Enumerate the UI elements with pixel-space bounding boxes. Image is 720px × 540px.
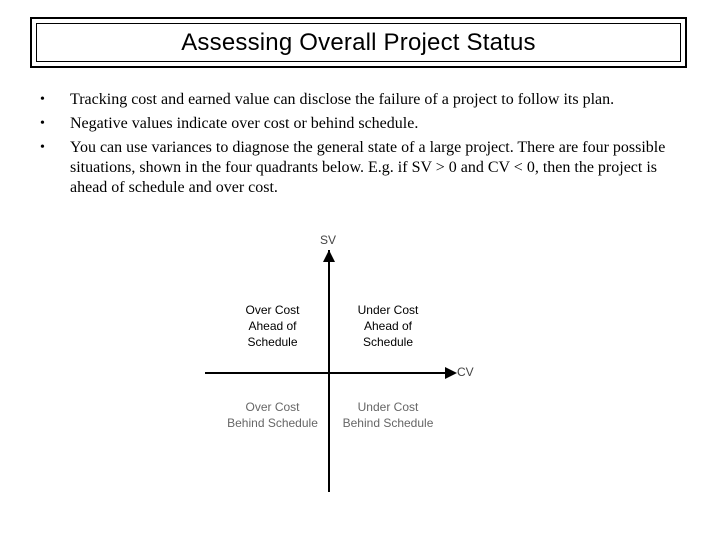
quadrant-top-right [343,302,433,350]
quadrant-diagram [195,225,495,495]
bullet-text: You can use variances to diagnose the general state of a large project. There are four possible situations, shown in the four quadrants below. E.g. if SV > 0 and CV < 0, then the project is ahead of schedule and over cost. [70,139,666,196]
title-box [30,17,687,68]
bullet-text: Negative values indicate over cost or behind schedule. [70,115,419,132]
quadrant-line: Schedule [362,335,414,349]
quadrant-bottom-right [333,399,443,431]
quadrant-bottom-left [220,399,325,431]
y-axis-label: SV [320,233,337,247]
bullet-item [40,90,680,110]
bullet-item [40,114,680,134]
quadrant-line: Ahead of [248,319,297,333]
quadrant-top-left [230,302,315,350]
x-axis-arrow [445,367,457,379]
quadrant-line: Ahead of [363,319,413,333]
y-axis-line [328,250,330,492]
bullet-list [40,90,680,202]
x-axis-line [205,372,455,374]
slide-title: Assessing Overall Project Status [181,28,536,56]
bullet-dot: • [40,140,45,155]
quadrant-line: Behind Schedule [227,416,318,430]
bullet-text: Tracking cost and earned value can disclose the failure of a project to follow its plan. [70,91,615,108]
bullet-dot: • [40,116,45,131]
quadrant-line: Under Cost [357,400,419,414]
quadrant-line: Under Cost [357,303,419,317]
x-axis-label: CV [457,365,474,379]
bullet-dot: • [40,92,45,107]
quadrant-line: Schedule [247,335,298,349]
quadrant-line: Over Cost [245,400,300,414]
quadrant-line: Behind Schedule [342,416,434,430]
bullet-item [40,138,680,198]
title-box-inner [36,23,681,62]
quadrant-line: Over Cost [245,303,300,317]
